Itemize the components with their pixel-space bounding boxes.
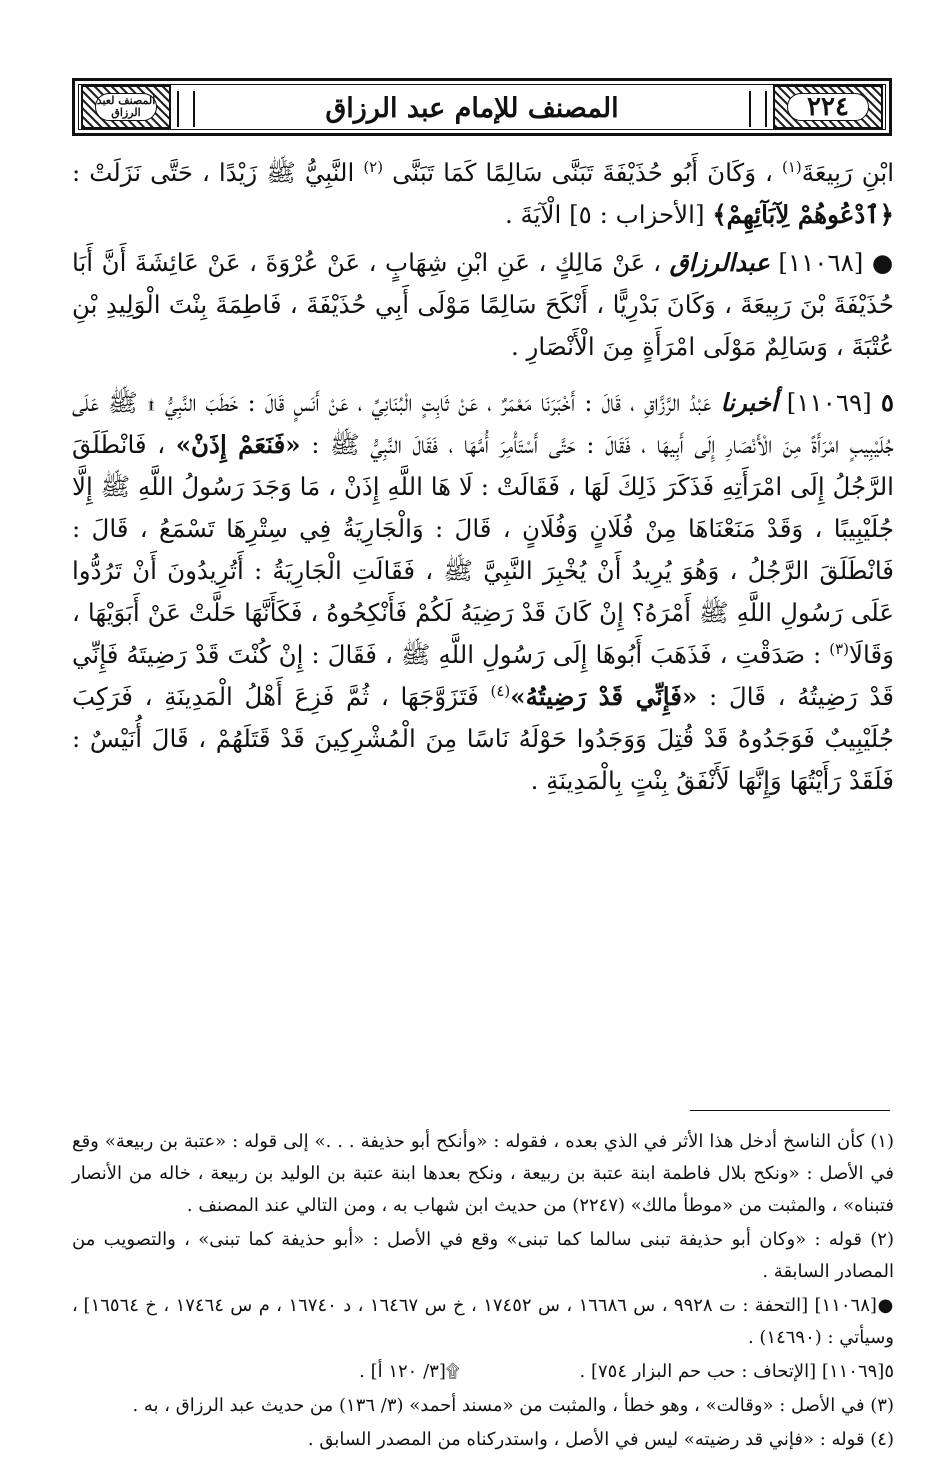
footnote-divider — [690, 1110, 890, 1111]
footnote-2: (٢) قوله : «وكان أبو حذيفة تبنى سالما كما تبنى» وقع في الأصل : «أبو حذيفة كما تبنى» ، والتصويب من المصادر السابقة . — [72, 1229, 894, 1282]
page-number-box — [773, 85, 883, 129]
hadith-number: [١١٠٦٨] — [778, 248, 864, 277]
header-logo-box — [81, 85, 171, 129]
book-title: المصنف للإمام عبد الرزاق — [325, 92, 619, 124]
footnote-1: (١) كأن الناسخ أدخل هذا الأثر في الذي بعده ، فقوله : «وأنكح أبو حذيفة . . .» إلى قوله : «عتبة بن ربيعة» وقع في الأصل : «ونكح بلال فاطمة ابنة عتبة بن ربيعة ، ونكح بعدها ابنة عتبة بن الوليد بن ربيعة ، خاله من الأنصار فتبناه» ، والمثبت من «موطأ مالك» (٢٢٤٧) من حديث ابن شهاب به ، ومن التالي عند المصنف . — [72, 1131, 894, 1216]
footnote-3: (٣) في الأصل : «وقالت» ، وهو خطأ ، والمثبت من «مسند أحمد» (٣/ ١٣٦) من حديث عبد الرزاق ، به . — [132, 1395, 894, 1416]
header-divider — [749, 91, 767, 127]
prophet-quote: «فَنَعَمْ إِذَنْ» — [175, 430, 301, 459]
author-name: عبدالرزاق — [669, 248, 770, 277]
source-note-11068: ●[١١٠٦٨] [التحفة : ت ٩٩٢٨ ، س ١٦٦٨٦ ، س ١٧٤٥٢ ، خ س ١٦٤٦٧ ، د ١٦٧٤٠ ، م س ١٧٤٦٤ ، خ ١٦٥٦٤] ، وسيأتي : (١٤٦٩٠) . — [72, 1295, 894, 1348]
hadith-number: [١١٠٦٩] — [786, 388, 872, 417]
paragraph-continuation: ابْنِ رَبِيعَةَ$^{(١)}$ ، وَكَانَ أَبُو حُذَيْفَةَ تَبَنَّى سَالِمًا كَمَا تَبَنَّى $^{(٢)}$ النَّبِيُّ ﷺ زَيْدًا ، حَتَّى نَزَلَتْ : ﴿ٱدْعُوهُمْ لِآبَآئِهِمْ﴾ [الأحزاب : ٥] الْآيَةَ . — [72, 157, 894, 229]
footnote-4: (٤) قوله : «فإني قد رضيته» ليس في الأصل ، واستدركناه من المصدر السابق . — [307, 1429, 894, 1450]
page-header — [72, 78, 892, 136]
source-note-11069: ٥[١١٠٦٩] [الإتحاف : حب حم البزار ٧٥٤] . ۩[٣/ ١٢٠ أ] . — [359, 1361, 894, 1382]
page-number: ٢٢٤ — [807, 92, 849, 122]
circle-marker: ٥ — [880, 388, 894, 417]
footnote-ref[interactable]: (٣) — [829, 639, 850, 658]
quran-reference: [الأحزاب : ٥] الْآيَةَ . — [504, 200, 705, 229]
author-name: أخبرنا — [720, 388, 778, 417]
hadith-11068: ● [١١٠٦٨] عبدالرزاق ، عَنْ مَالِكٍ ، عَنِ ابْنِ شِهَابٍ ، عَنْ عُرْوَةَ ، عَنْ عَائِشَةَ أَنَّ أَبَا حُذَيْفَةَ بْنَ رَبِيعَةَ ، وَكَانَ بَدْرِيًّا ، أَنْكَحَ سَالِمًا مَوْلَى أَبِي حُذَيْفَةَ ، فَاطِمَةَ بِنْتَ الْوَلِيدِ بْنِ عُتْبَةَ ، وَسَالِمٌ مَوْلَى امْرَأَةٍ مِنَ الْأَنْصَارِ . — [72, 248, 894, 361]
footnote-ref[interactable]: (١) — [781, 157, 802, 176]
main-text — [72, 152, 894, 802]
footnotes — [72, 1126, 894, 1458]
header-logo — [95, 93, 157, 121]
header-logo-text: المصنف لعبد الرزاق — [96, 94, 156, 119]
footnote-ref[interactable]: (٢) — [363, 157, 384, 176]
bullet-marker: ● — [871, 248, 894, 277]
quran-quote: ﴿ٱدْعُوهُمْ لِآبَآئِهِمْ﴾ — [712, 200, 894, 229]
prophet-quote: «فَإِنِّي قَدْ رَضِيتُهُ» — [510, 682, 698, 711]
footnote-ref[interactable]: (٤) — [490, 681, 511, 700]
hadith-11069: ٥ [١١٠٦٩] أخبرنا عَبْدُ الرَّزَّاقِ ، قَالَ : أَخْبَرَنَا مَعْمَرٌ ، عَنْ ثَابِتٍ الْبُنَانِيِّ ، عَنْ أَنَسٍ قَالَ : خَطَبَ النَّبِيُّ ۩ ﷺ عَلَى جُلَيْبِيبٍ امْرَأَةً مِنَ الْأَنْصَارِ إِلَى أَبِيهَا ، فَقَالَ : حَتَّى أَسْتَأْمِرَ أُمَّهَا ، فَقَالَ النَّبِيُّ ﷺ : «فَنَعَمْ إِذَنْ» ، فَانْطَلَقَ الرَّجُلُ إِلَى امْرَأَتِهِ فَذَكَرَ ذَلِكَ لَهَا ، فَقَالَتْ : لَا هَا اللَّهِ إِذَنْ ، مَا وَجَدَ رَسُولُ اللَّهِ ﷺ إِلَّا جُلَيْبِيبًا ، وَقَدْ مَنَعْنَاهَا مِنْ فُلَانٍ وَفُلَانٍ ، قَالَ : وَالْجَارِيَةُ فِي سِتْرِهَا تَسْمَعُ ، قَالَ : فَانْطَلَقَ الرَّجُلُ ، وَهُوَ يُرِيدُ أَنْ يُخْبِرَ النَّبِيَّ ﷺ ، فَقَالَتِ الْجَارِيَةُ : أَتُرِيدُونَ أَنْ تَرُدُّوا عَلَى رَسُولِ اللَّهِ ﷺ أَمْرَهُ؟ إِنْ كَانَ قَدْ رَضِيَهُ لَكُمْ فَأَنْكِحُوهُ ، فَكَأَنَّهَا حَلَّتْ عَنْ أَبَوَيْهَا ، وَقَالَا$^{(٣)}$ : صَدَقْتِ ، فَذَهَبَ أَبُوهَا إِلَى رَسُولِ اللَّهِ ﷺ ، فَقَالَ : إِنْ كُنْتَ قَدْ رَضِيتَهُ فَإِنِّي قَدْ رَضِيتُهُ ، قَالَ : «فَإِنِّي قَدْ رَضِيتُهُ»$^{(٤)}$ فَتَزَوَّجَهَا ، ثُمَّ فَزِعَ أَهْلُ الْمَدِينَةِ ، فَرَكِبَ جُلَيْبِيبٌ فَوَجَدُوهُ قَدْ قُتِلَ وَوَجَدُوا حَوْلَهُ نَاسًا مِنَ الْمُشْرِكِينَ قَدْ قَتَلَهُمْ ، قَالَ أُنَيْسٌ : فَلَقَدْ رَأَيْتُهَا وَإِنَّهَا لَأَنْفَقُ بِنْتٍ بِالْمَدِينَةِ . — [72, 388, 895, 795]
